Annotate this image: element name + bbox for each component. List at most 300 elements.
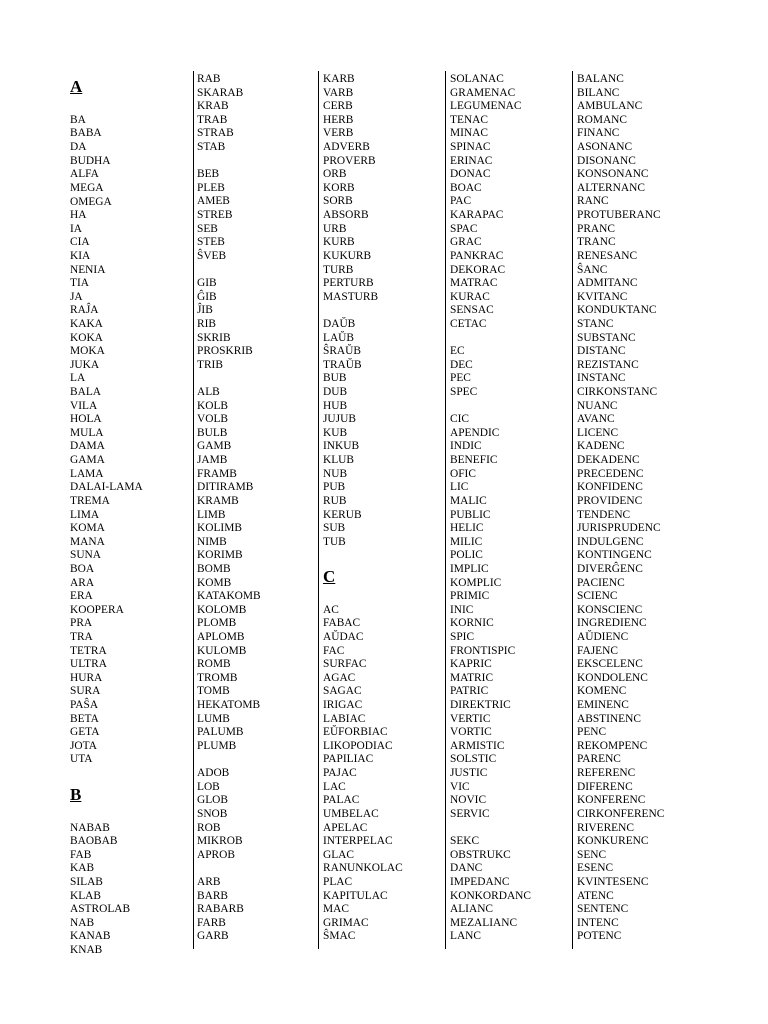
word-entry: DALAI-LAMA bbox=[70, 481, 143, 494]
word-entry: KLUB bbox=[323, 454, 355, 467]
word-entry: ULTRA bbox=[70, 658, 107, 671]
word-entry: KARAPAC bbox=[450, 209, 504, 222]
word-entry: HA bbox=[70, 209, 87, 222]
word-entry: ATENC bbox=[577, 889, 614, 902]
word-entry: PACIENC bbox=[577, 576, 625, 589]
word-entry: RIVERENC bbox=[577, 821, 634, 834]
word-entry: LOB bbox=[197, 780, 220, 793]
word-entry: FAB bbox=[70, 848, 92, 861]
word-entry: AMEB bbox=[197, 195, 230, 208]
word-entry: VORTIC bbox=[450, 726, 492, 739]
column-divider bbox=[193, 71, 194, 949]
word-entry: ŜRAŬB bbox=[323, 345, 361, 358]
word-column-5 bbox=[577, 73, 664, 944]
word-entry: SEB bbox=[197, 222, 218, 235]
word-entry: PROVIDENC bbox=[577, 494, 643, 507]
word-entry: MULA bbox=[70, 426, 104, 439]
word-entry: LIMA bbox=[70, 508, 100, 521]
word-entry: TETRA bbox=[70, 644, 107, 657]
blank-line bbox=[450, 400, 531, 414]
word-entry: AŬDIENC bbox=[577, 630, 629, 643]
word-entry: DISONANC bbox=[577, 154, 636, 167]
word-column-1 bbox=[70, 73, 143, 958]
blank-line bbox=[70, 808, 143, 822]
word-entry: KOKA bbox=[70, 331, 103, 344]
word-entry: MOKA bbox=[70, 345, 105, 358]
word-entry: FINANC bbox=[577, 127, 620, 140]
word-entry: AVANC bbox=[577, 413, 615, 426]
word-entry: GRAMENAC bbox=[450, 86, 516, 99]
word-entry: HOLA bbox=[70, 413, 102, 426]
word-entry: TUB bbox=[323, 535, 346, 548]
blank-line bbox=[197, 264, 261, 278]
word-entry: EMINENC bbox=[577, 699, 629, 712]
word-entry: KULOMB bbox=[197, 644, 247, 657]
word-entry: ŜANC bbox=[577, 263, 608, 276]
word-entry: VIC bbox=[450, 780, 470, 793]
word-entry: TROMB bbox=[197, 671, 238, 684]
word-entry: SKARAB bbox=[197, 86, 244, 99]
word-entry: ASTROLAB bbox=[70, 903, 131, 916]
word-entry: INKUB bbox=[323, 440, 360, 453]
word-entry: MAC bbox=[323, 903, 349, 916]
word-entry: GETA bbox=[70, 726, 100, 739]
word-entry: SENSAC bbox=[450, 304, 494, 317]
word-entry: APLOMB bbox=[197, 630, 245, 643]
word-entry: MASTURB bbox=[323, 290, 379, 303]
word-entry: NABAB bbox=[70, 821, 110, 834]
word-entry: ALB bbox=[197, 386, 220, 399]
word-entry: ADVERB bbox=[323, 141, 370, 154]
word-entry: GLOB bbox=[197, 794, 229, 807]
word-entry: BILANC bbox=[577, 86, 620, 99]
word-entry: LANC bbox=[450, 930, 482, 943]
word-entry: APROB bbox=[197, 848, 235, 861]
word-entry: SPINAC bbox=[450, 141, 491, 154]
word-entry: RENESANC bbox=[577, 249, 638, 262]
blank-line bbox=[323, 304, 403, 318]
word-entry: GLAC bbox=[323, 848, 355, 861]
word-entry: INDIC bbox=[450, 440, 482, 453]
word-entry: SNOB bbox=[197, 807, 228, 820]
word-entry: NOVIC bbox=[450, 794, 487, 807]
word-entry: KONFIDENC bbox=[577, 481, 643, 494]
word-entry: ADMITANC bbox=[577, 277, 638, 290]
word-entry: GAMA bbox=[70, 454, 105, 467]
word-entry: KORNIC bbox=[450, 617, 494, 630]
word-entry: AŬDAC bbox=[323, 631, 364, 643]
word-entry: STEB bbox=[197, 236, 225, 249]
word-entry: REFERENC bbox=[577, 767, 636, 780]
word-entry: SENTENC bbox=[577, 903, 629, 916]
word-entry: JURISPRUDENC bbox=[577, 522, 661, 535]
word-entry: BUB bbox=[323, 372, 347, 385]
word-entry: KUKURB bbox=[323, 249, 372, 262]
word-entry: BALA bbox=[70, 386, 102, 399]
word-entry: PLUMB bbox=[197, 739, 237, 752]
word-entry: PLEB bbox=[197, 181, 225, 194]
word-entry: SURA bbox=[70, 685, 101, 698]
word-entry: KOLOMB bbox=[197, 603, 247, 616]
blank-line bbox=[197, 862, 261, 876]
word-entry: ŜMAC bbox=[323, 930, 356, 943]
word-entry: KLAB bbox=[70, 889, 102, 902]
word-entry: SENC bbox=[577, 848, 607, 861]
word-entry: ROB bbox=[197, 821, 221, 834]
word-entry: SUBSTANC bbox=[577, 331, 636, 344]
word-entry: IRIGAC bbox=[323, 699, 363, 712]
word-entry: UTA bbox=[70, 753, 93, 766]
word-entry: INTERPELAC bbox=[323, 835, 393, 848]
word-entry: BALANC bbox=[577, 73, 624, 85]
word-entry: DANC bbox=[450, 862, 483, 875]
word-entry: ABSORB bbox=[323, 209, 369, 222]
word-entry: STRAB bbox=[197, 127, 234, 140]
word-entry: TRAB bbox=[197, 113, 228, 126]
word-entry: BULB bbox=[197, 426, 228, 439]
word-entry: ESENC bbox=[577, 862, 614, 875]
word-entry: DEC bbox=[450, 358, 473, 371]
word-entry: INDULGENC bbox=[577, 535, 644, 548]
word-entry: LA bbox=[70, 372, 86, 385]
word-entry: KVITANC bbox=[577, 290, 628, 303]
word-entry: EKSCELENC bbox=[577, 658, 643, 671]
word-entry: CETAC bbox=[450, 317, 487, 330]
word-entry: TREMA bbox=[70, 494, 110, 507]
word-entry: MEZALIANC bbox=[450, 916, 518, 929]
word-entry: KOLB bbox=[197, 399, 229, 412]
word-entry: RIB bbox=[197, 317, 216, 330]
word-entry: ABSTINENC bbox=[577, 712, 641, 725]
word-entry: ALFA bbox=[70, 168, 99, 181]
word-entry: ĜIB bbox=[197, 290, 217, 303]
word-entry: BA bbox=[70, 113, 86, 126]
word-entry: ARMISTIC bbox=[450, 739, 505, 752]
word-entry: INSTANC bbox=[577, 372, 626, 385]
word-entry: ALTERNANC bbox=[577, 181, 645, 194]
word-entry: STAB bbox=[197, 141, 226, 154]
word-entry: KONDUKTANC bbox=[577, 304, 657, 317]
word-entry: INIC bbox=[450, 603, 474, 616]
word-entry: HUB bbox=[323, 399, 348, 412]
blank-line bbox=[323, 590, 403, 604]
word-entry: KORB bbox=[323, 181, 355, 194]
word-entry: BABA bbox=[70, 127, 102, 140]
word-entry: LAŬB bbox=[323, 331, 355, 344]
word-entry: TRIB bbox=[197, 358, 223, 371]
blank-line bbox=[197, 155, 261, 169]
column-divider bbox=[572, 71, 573, 949]
word-entry: BEB bbox=[197, 168, 220, 181]
word-entry: URB bbox=[323, 222, 347, 235]
word-entry: KATAKOMB bbox=[197, 590, 261, 603]
word-entry: BUDHA bbox=[70, 154, 111, 167]
word-entry: KURB bbox=[323, 236, 355, 249]
word-entry: ŜVEB bbox=[197, 249, 227, 262]
word-entry: MIKROB bbox=[197, 835, 243, 848]
word-entry: PALUMB bbox=[197, 726, 244, 739]
word-entry: JUJUB bbox=[323, 413, 356, 426]
word-entry: SILAB bbox=[70, 875, 103, 888]
word-entry: SAGAC bbox=[323, 685, 362, 698]
word-entry: MALIC bbox=[450, 494, 487, 507]
word-column-3 bbox=[323, 73, 403, 944]
word-entry: RANUNKOLAC bbox=[323, 862, 403, 875]
word-entry: PRANC bbox=[577, 222, 615, 235]
word-entry: SOLSTIC bbox=[450, 753, 497, 766]
word-entry: MATRIC bbox=[450, 671, 494, 684]
word-entry: GIB bbox=[197, 277, 217, 290]
word-entry: LABIAC bbox=[323, 712, 366, 725]
word-entry: HELIC bbox=[450, 522, 484, 535]
word-entry: STANC bbox=[577, 317, 614, 330]
word-entry: RAĴA bbox=[70, 304, 99, 317]
word-entry: IMPLIC bbox=[450, 562, 489, 575]
word-entry: KOMENC bbox=[577, 685, 627, 698]
word-entry: LIC bbox=[450, 481, 469, 494]
column-divider bbox=[318, 71, 319, 949]
word-entry: KAKA bbox=[70, 317, 103, 330]
word-entry: KRAMB bbox=[197, 494, 239, 507]
word-entry: TOMB bbox=[197, 685, 230, 698]
word-entry: LAC bbox=[323, 780, 346, 793]
word-entry: ROMB bbox=[197, 658, 231, 671]
word-entry: ADOB bbox=[197, 767, 230, 780]
word-entry: CIC bbox=[450, 413, 469, 426]
word-entry: ERINAC bbox=[450, 154, 493, 167]
blank-line bbox=[450, 822, 531, 836]
word-entry: PANKRAC bbox=[450, 249, 504, 262]
word-entry: JA bbox=[70, 290, 83, 303]
word-column-4 bbox=[450, 73, 531, 944]
word-entry: PLAC bbox=[323, 875, 353, 888]
word-entry: KARB bbox=[323, 73, 355, 85]
word-entry: MILIC bbox=[450, 535, 483, 548]
word-entry: PRIMIC bbox=[450, 590, 490, 603]
word-entry: ROMANC bbox=[577, 113, 628, 126]
word-entry: PROTUBERANC bbox=[577, 209, 661, 222]
word-entry: INTENC bbox=[577, 916, 619, 929]
word-entry: DEKORAC bbox=[450, 263, 506, 276]
word-entry: INGREDIENC bbox=[577, 617, 647, 630]
word-entry: DUB bbox=[323, 386, 348, 399]
word-entry: KONFERENC bbox=[577, 794, 646, 807]
word-entry: BETA bbox=[70, 712, 99, 725]
word-entry: IMPEDANC bbox=[450, 875, 510, 888]
word-entry: KOMA bbox=[70, 522, 105, 535]
word-entry: PAŜA bbox=[70, 699, 99, 712]
word-entry: FARB bbox=[197, 916, 226, 929]
word-entry: PROSKRIB bbox=[197, 345, 253, 358]
word-entry: PARENC bbox=[577, 753, 621, 766]
section-heading: A bbox=[70, 77, 83, 96]
word-entry: TRA bbox=[70, 631, 93, 643]
word-entry: GRAC bbox=[450, 236, 482, 249]
word-entry: STREB bbox=[197, 209, 233, 222]
word-entry: TURB bbox=[323, 263, 354, 276]
word-entry: POTENC bbox=[577, 930, 622, 943]
word-entry: VERB bbox=[323, 127, 354, 140]
word-entry: KNAB bbox=[70, 944, 103, 957]
word-entry: POLIC bbox=[450, 549, 483, 562]
word-entry: KONKORDANC bbox=[450, 889, 532, 902]
word-entry: PAJAC bbox=[323, 767, 357, 780]
word-entry: SKRIB bbox=[197, 331, 231, 344]
blank-line bbox=[450, 332, 531, 346]
word-entry: SPAC bbox=[450, 222, 478, 235]
word-entry: PUBLIC bbox=[450, 508, 491, 521]
word-entry: CIRKONSTANC bbox=[577, 386, 658, 399]
word-entry: OMEGA bbox=[70, 195, 112, 208]
word-entry: NAB bbox=[70, 916, 95, 929]
blank-line bbox=[197, 753, 261, 767]
word-entry: TENAC bbox=[450, 113, 488, 126]
word-entry: EC bbox=[450, 345, 465, 358]
word-entry: BOA bbox=[70, 562, 95, 575]
word-entry: TIA bbox=[70, 277, 89, 290]
word-entry: JUKA bbox=[70, 358, 100, 371]
blank-line bbox=[323, 549, 403, 563]
word-entry: SURFAC bbox=[323, 658, 367, 671]
word-entry: DONAC bbox=[450, 168, 491, 181]
word-entry: BOAC bbox=[450, 181, 482, 194]
word-entry: CIA bbox=[70, 236, 90, 249]
word-entry: FRONTISPIC bbox=[450, 644, 516, 657]
word-entry: KERUB bbox=[323, 508, 362, 521]
word-entry: APENDIC bbox=[450, 426, 500, 439]
word-entry: SCIENC bbox=[577, 590, 618, 603]
word-entry: RABARB bbox=[197, 903, 244, 916]
word-entry: FAC bbox=[323, 644, 345, 657]
word-entry: UMBELAC bbox=[323, 807, 379, 820]
word-entry: SPEC bbox=[450, 386, 478, 399]
word-entry: GAMB bbox=[197, 440, 232, 453]
word-entry: AMBULANC bbox=[577, 100, 643, 113]
word-entry: OFIC bbox=[450, 467, 476, 480]
word-entry: TENDENC bbox=[577, 508, 631, 521]
blank-line bbox=[70, 767, 143, 781]
word-entry: REKOMPENC bbox=[577, 739, 648, 752]
word-entry: MEGA bbox=[70, 181, 104, 194]
word-entry: KOLIMB bbox=[197, 522, 242, 535]
word-entry: KAB bbox=[70, 862, 95, 875]
word-entry: PAPILIAC bbox=[323, 753, 374, 766]
word-entry: ASONANC bbox=[577, 141, 633, 154]
word-entry: DISTANC bbox=[577, 345, 626, 358]
word-entry: PAC bbox=[450, 195, 472, 208]
word-entry: KONDOLENC bbox=[577, 671, 648, 684]
word-entry: BAOBAB bbox=[70, 835, 118, 848]
word-entry: RANC bbox=[577, 195, 609, 208]
word-entry: GRIMAC bbox=[323, 916, 369, 929]
word-entry: SOLANAC bbox=[450, 73, 504, 85]
word-entry: ERA bbox=[70, 590, 93, 603]
word-entry: ALIANC bbox=[450, 903, 494, 916]
word-entry: TRANC bbox=[577, 236, 616, 249]
word-entry: NUANC bbox=[577, 399, 618, 412]
word-entry: KRAB bbox=[197, 100, 229, 113]
word-entry: LICENC bbox=[577, 426, 619, 439]
word-entry: VOLB bbox=[197, 413, 229, 426]
word-entry: PENC bbox=[577, 726, 607, 739]
word-entry: MATRAC bbox=[450, 277, 498, 290]
word-entry: BOMB bbox=[197, 562, 231, 575]
word-entry: NIMB bbox=[197, 535, 227, 548]
word-entry: LUMB bbox=[197, 712, 230, 725]
word-entry: KURAC bbox=[450, 290, 490, 303]
word-entry: KORIMB bbox=[197, 549, 243, 562]
word-entry: JAMB bbox=[197, 454, 228, 467]
word-entry: VARB bbox=[323, 86, 354, 99]
word-entry: HURA bbox=[70, 671, 103, 684]
word-entry: KANAB bbox=[70, 930, 111, 943]
word-entry: PROVERB bbox=[323, 154, 376, 167]
word-entry: ORB bbox=[323, 168, 347, 181]
word-entry: JUSTIC bbox=[450, 767, 488, 780]
word-entry: LIMB bbox=[197, 508, 226, 521]
word-entry: ĴIB bbox=[197, 304, 213, 317]
word-entry: KONSONANC bbox=[577, 168, 649, 181]
word-entry: DA bbox=[70, 141, 87, 154]
word-entry: BARB bbox=[197, 889, 229, 902]
word-entry: FABAC bbox=[323, 617, 361, 630]
word-entry: KOOPERA bbox=[70, 603, 124, 616]
word-entry: PALAC bbox=[323, 794, 360, 807]
word-entry: HEKATOMB bbox=[197, 699, 261, 712]
word-entry: MINAC bbox=[450, 127, 488, 140]
blank-line bbox=[70, 100, 143, 114]
word-entry: LAMA bbox=[70, 467, 104, 480]
word-entry: KIA bbox=[70, 249, 91, 262]
word-entry: KVINTESENC bbox=[577, 875, 649, 888]
word-entry: KAPITULAC bbox=[323, 889, 388, 902]
word-entry: SORB bbox=[323, 195, 353, 208]
column-divider bbox=[445, 71, 446, 949]
word-entry: DIFERENC bbox=[577, 780, 633, 793]
word-entry: ARB bbox=[197, 875, 221, 888]
word-entry: EŬFORBIAC bbox=[323, 726, 388, 739]
word-entry: CIRKONFERENC bbox=[577, 807, 665, 820]
word-entry: HERB bbox=[323, 113, 354, 126]
word-entry: DITIRAMB bbox=[197, 481, 254, 494]
word-entry: KONKURENC bbox=[577, 835, 649, 848]
word-entry: DAŬB bbox=[323, 317, 356, 330]
word-entry: GARB bbox=[197, 930, 229, 943]
word-entry: LEGUMENAC bbox=[450, 100, 522, 113]
word-entry: DEKADENC bbox=[577, 454, 640, 467]
word-entry: VERTIC bbox=[450, 712, 491, 725]
word-entry: SUNA bbox=[70, 549, 102, 562]
word-entry: NENIA bbox=[70, 263, 106, 276]
word-entry: SERVIC bbox=[450, 807, 490, 820]
word-entry: BENEFIC bbox=[450, 454, 498, 467]
word-entry: PATRIC bbox=[450, 685, 489, 698]
word-entry: LIKOPODIAC bbox=[323, 739, 393, 752]
section-heading: C bbox=[323, 566, 336, 586]
word-entry: CERB bbox=[323, 100, 353, 113]
word-entry: REZISTANC bbox=[577, 358, 639, 371]
blank-line bbox=[197, 372, 261, 386]
word-entry: AC bbox=[323, 603, 339, 616]
word-entry: SPIC bbox=[450, 630, 475, 643]
word-entry: KADENC bbox=[577, 440, 625, 453]
word-entry: DIVERĜENC bbox=[577, 562, 643, 575]
word-entry: PRECEDENC bbox=[577, 467, 644, 480]
word-entry: PERTURB bbox=[323, 277, 374, 290]
word-entry: KOMPLIC bbox=[450, 576, 502, 589]
word-entry: PLOMB bbox=[197, 617, 237, 630]
word-column-2 bbox=[197, 73, 261, 944]
